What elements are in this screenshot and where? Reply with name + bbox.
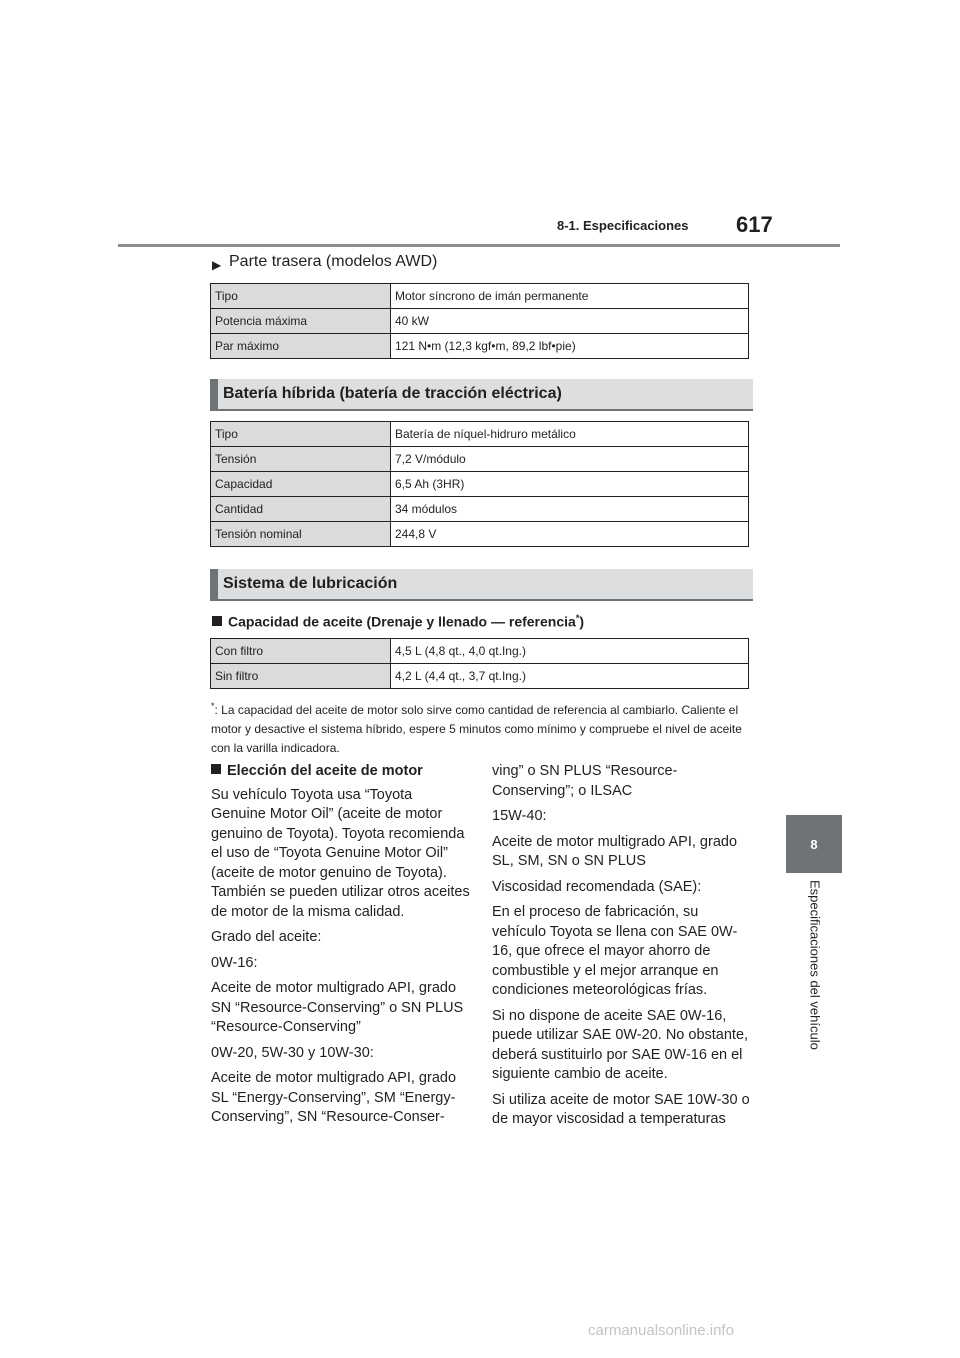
spec-value: 121 N•m (12,3 kgf•m, 89,2 lbf•pie) [391,334,749,359]
section-accent-bar [210,379,218,409]
table-row [211,309,749,334]
spec-key: Tensión nominal [211,522,391,547]
paragraph: 0W-16: [211,954,258,971]
spec-key: Capacidad [211,472,391,497]
table-row [211,422,749,447]
spec-value: 244,8 V [391,522,749,547]
paragraph: Aceite de motor multigrado API, grado SN “Resource-Conserving” o SN PLUS “Resource-Conserving” [211,980,464,1035]
spec-value: 4,2 L (4,4 qt., 3,7 qt.Ing.) [391,664,749,689]
paragraph: En el proceso de fabricación, su vehículo Toyota se llena con SAE 0W-16, que ofrece el mayor ahorro de combustible y el mejor arranque en condiciones meteorológicas frías. [492,904,738,998]
spec-key: Cantidad [211,497,391,522]
rear-motor-table [210,283,749,359]
page-number: 617 [736,212,773,237]
spec-value: Motor síncrono de imán permanente [391,284,749,309]
footnote-mark: * [575,613,580,623]
square-bullet-icon [212,616,222,626]
paragraph: Aceite de motor multigrado API, grado SL “Energy-Conserving”, SM “Energy-Conserving”, SN “Resource-Conser- [211,1070,457,1125]
oil-capacity-heading [212,613,584,630]
footnote-mark: * [211,701,215,711]
paragraph: ving” o SN PLUS “Resource-Conserving”; o ILSAC [492,763,678,799]
oil-capacity-heading-close: ) [579,613,584,630]
paragraph: Aceite de motor multigrado API, grado SL, SM, SN o SN PLUS [492,833,738,869]
section-title: Batería híbrida (batería de tracción eléctrica) [223,385,562,402]
chapter-tab [786,815,842,873]
footnote-text: : La capacidad del aceite de motor solo sirve como cantidad de referencia al cambiarlo. Caliente el motor y desactive el sistema híbrido, espere 5 minutos como mínimo y compruebe el nivel de aceite con la varilla indicadora. [211,703,742,755]
footnote [211,697,751,758]
paragraph: 15W-40: [492,808,547,824]
paragraph: Su vehículo Toyota usa “Toyota Genuine Motor Oil” (aceite de motor genuino de Toyota). Toyota recomienda el uso de “Toyota Genuine Motor Oil” (aceite de motor genuino de Toyota). También se pueden utilizar otros aceites de motor de la misma calidad. [211,786,470,920]
spec-key: Sin filtro [211,664,391,689]
table-row [211,497,749,522]
table-row [211,522,749,547]
header-divider [118,244,840,247]
lubrication-section-header [210,569,753,601]
rear-motor-heading: Parte trasera (modelos AWD) [229,253,438,270]
table-row [211,472,749,497]
spec-value: 4,5 L (4,8 qt., 4,0 qt.Ing.) [391,639,749,664]
chapter-number: 8 [810,836,818,852]
spec-key: Par máximo [211,334,391,359]
oil-selection-heading: Elección del aceite de motor [227,763,423,779]
table-row [211,639,749,664]
spec-key: Tipo [211,284,391,309]
paragraph: Si utiliza aceite de motor SAE 10W-30 o de mayor viscosidad a temperaturas [492,1091,750,1127]
oil-selection-left-column [211,762,471,1134]
section-title: Sistema de lubricación [223,575,398,592]
spec-key: Con filtro [211,639,391,664]
watermark: carmanualsonline.info [588,1322,734,1339]
oil-selection-right-column [492,762,752,1136]
paragraph: Si no dispone de aceite SAE 0W-16, puede utilizar SAE 0W-20. No obstante, deberá sustituirlo por SAE 0W-16 en el siguiente cambio de aceite. [492,1007,749,1082]
hybrid-battery-table [210,421,749,547]
spec-value: 34 módulos [391,497,749,522]
chapter-title: Especificaciones del vehículo [807,880,823,1050]
table-row [211,664,749,689]
table-row [211,284,749,309]
paragraph: 0W-20, 5W-30 y 10W-30: [211,1044,374,1061]
hybrid-battery-section-header [210,379,753,411]
spec-key: Tensión [211,447,391,472]
section-title: 8-1. Especificaciones [557,218,689,233]
spec-key: Potencia máxima [211,309,391,334]
paragraph: Viscosidad recomendada (SAE): [492,878,702,895]
table-row [211,447,749,472]
spec-key: Tipo [211,422,391,447]
spec-value: Batería de níquel-hidruro metálico [391,422,749,447]
triangle-bullet-icon: ▶ [212,258,222,272]
section-accent-bar [210,569,218,599]
spec-value: 7,2 V/módulo [391,447,749,472]
table-row [211,334,749,359]
oil-capacity-heading-text: Capacidad de aceite (Drenaje y llenado — referencia [228,613,576,630]
spec-value: 6,5 Ah (3HR) [391,472,749,497]
square-bullet-icon [211,764,221,774]
spec-value: 40 kW [391,309,749,334]
oil-capacity-table [210,638,749,689]
paragraph: Grado del aceite: [211,929,322,945]
